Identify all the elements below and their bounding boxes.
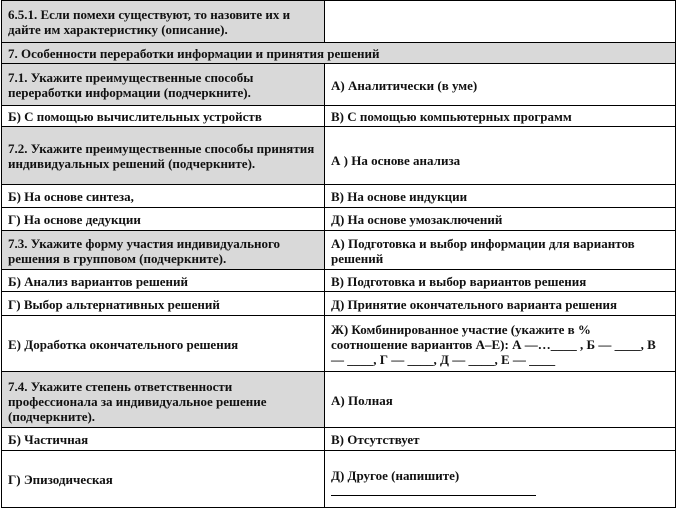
section-7-heading: 7. Особенности переработки информации и принятия решений (2, 43, 676, 64)
option-7-2-b[interactable]: Б) На основе синтеза, (2, 185, 325, 208)
option-7-1-b[interactable]: Б) С помощью вычислительных устройств (2, 106, 325, 127)
table-row (2, 1, 676, 43)
option-7-4-v[interactable]: В) Отсутствует (325, 428, 676, 451)
table-row (2, 106, 676, 127)
question-7-1: 7.1. Укажите преимущественные способы переработки информации (подчеркните). (2, 64, 325, 106)
table-row (2, 127, 676, 185)
option-7-4-a[interactable]: А) Полная (325, 372, 676, 428)
table-row (2, 231, 676, 270)
table-row (2, 208, 676, 231)
option-7-2-g[interactable]: Г) На основе дедукции (2, 208, 325, 231)
option-7-1-v[interactable]: В) С помощью компьютерных программ (325, 106, 676, 127)
option-7-3-d[interactable]: Д) Принятие окончательного варианта решения (325, 292, 676, 316)
option-7-3-e[interactable]: Е) Доработка окончательного решения (2, 316, 325, 372)
table-row (2, 292, 676, 316)
table-row (2, 185, 676, 208)
table-row (2, 43, 676, 64)
question-6-5-1: 6.5.1. Если помехи существуют, то назовите их и дайте им характеристику (описание). (2, 1, 325, 43)
answer-field-6-5-1[interactable] (325, 1, 676, 43)
table-row (2, 372, 676, 428)
option-7-4-b[interactable]: Б) Частичная (2, 428, 325, 451)
option-7-2-v[interactable]: В) На основе индукции (325, 185, 676, 208)
option-7-2-a[interactable]: А ) На основе анализа (325, 127, 676, 185)
option-7-2-d[interactable]: Д) На основе умозаключений (325, 208, 676, 231)
table-row (2, 270, 676, 292)
option-7-3-zh[interactable]: Ж) Комбинированное участие (укажите в % соотношение вариантов А–Е): А —…____ , Б — ____, В — ____, Г — ____, Д — ____, Е — ____ (325, 316, 676, 372)
table-row (2, 451, 676, 508)
option-7-3-v[interactable]: В) Подготовка и выбор вариантов решения (325, 270, 676, 292)
option-7-4-g[interactable]: Г) Эпизодическая (2, 451, 325, 508)
option-7-4-d[interactable]: Д) Другое (напишите) (331, 467, 460, 483)
question-7-2: 7.2. Укажите преимущественные способы принятия индивидуальных решений (подчеркните). (2, 127, 325, 185)
table-row (2, 64, 676, 106)
option-7-4-d-cell (325, 451, 676, 508)
option-7-3-g[interactable]: Г) Выбор альтернативных решений (2, 292, 325, 316)
table-row (2, 428, 676, 451)
question-7-4: 7.4. Укажите степень ответственности профессионала за индивидуальное решение (подчеркните). (2, 372, 325, 428)
question-7-3: 7.3. Укажите форму участия индивидуального решения в групповом (подчеркните). (2, 231, 325, 270)
option-7-1-a[interactable]: А) Аналитически (в уме) (325, 64, 676, 106)
option-7-3-a[interactable]: А) Подготовка и выбор информации для вариантов решений (325, 231, 676, 270)
other-answer-line[interactable] (331, 483, 536, 496)
option-7-3-b[interactable]: Б) Анализ вариантов решений (2, 270, 325, 292)
questionnaire-table (1, 0, 676, 508)
table-row (2, 316, 676, 372)
